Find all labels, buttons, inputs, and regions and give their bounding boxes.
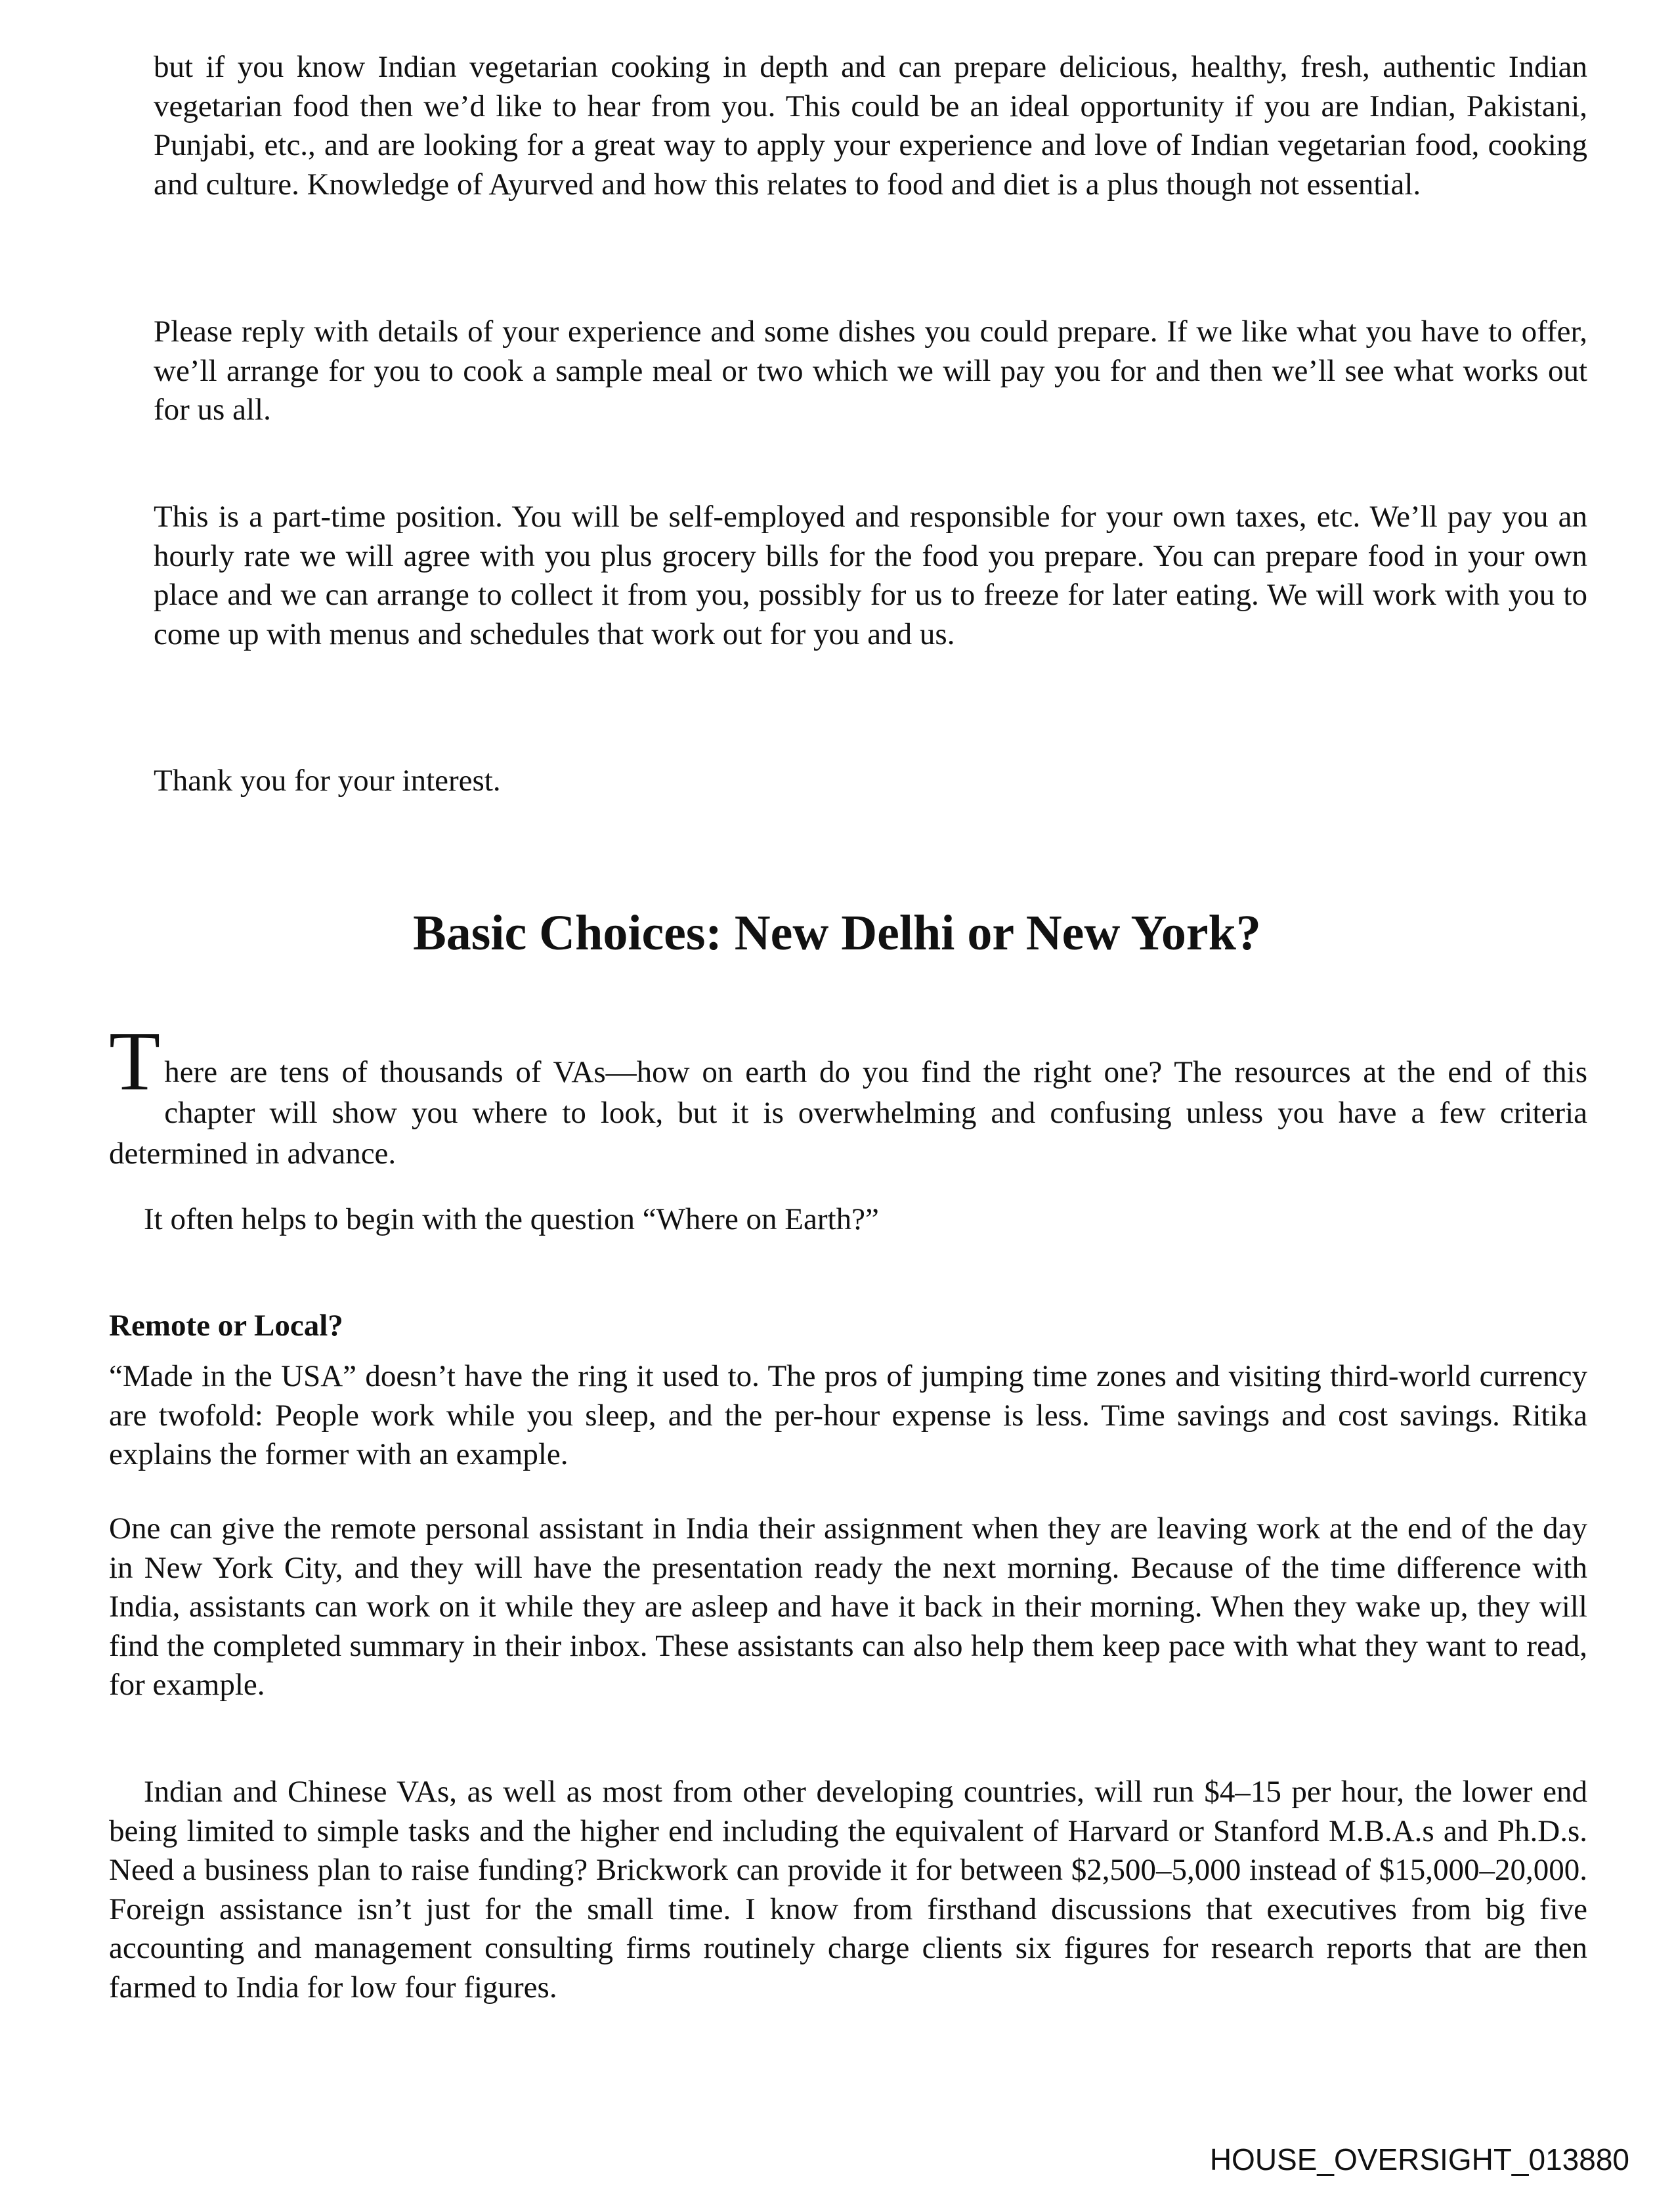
section-heading: Basic Choices: New Delhi or New York? [413,905,1261,961]
paragraph: Indian and Chinese VAs, as well as most from other developing countries, will run $4–15 per hour, the lower end being limited to simple tasks and the higher end including the equivalent of Harvard or Stanford M.B.A.s and Ph.D.s. Need a business plan to raise funding? Brickwork can provide it for between $2,500–5,000 instead of $15,000–20,000. Foreign assistance isn’t just for the small time. I know from firsthand discussions that executives from big five accounting and management consulting firms routinely charge clients six figures for research reports that are then farmed to India for low four figures. [109,1775,1587,2005]
paragraph: “Made in the USA” doesn’t have the ring it used to. The pros of jumping time zones and visiting third-world currency are twofold: People work while you sleep, and the per-hour expense is less. Time savings and cost savings. Ritika explains the former with an example. [109,1359,1587,1471]
paragraph: Please reply with details of your experience and some dishes you could prepare. If we like what you have to offer, we’ll arrange for you to cook a sample meal or two which we will pay you for and then we’ll see what works out for us all. [154,314,1587,427]
intro-text: here are tens of thousands of VAs—how on earth do you find the right one? The resources at the end of this chapter will show you where to look, but it is overwhelming and confusing unless you have a few criteria determined in advance. [109,1055,1587,1171]
subheading: Remote or Local? [109,1309,343,1343]
paragraph: but if you know Indian vegetarian cooking in depth and can prepare delicious, healthy, fresh, authentic Indian vegetarian food then we’d like to hear from you. This could be an ideal opportunity if you are Indian, Pakistani, Punjabi, etc., and are looking for a great way to apply your experience and love of Indian vegetarian food, cooking and culture. Knowledge of Ayurved and how this relates to food and diet is a plus though not essential. [154,50,1587,202]
paragraph: Thank you for your interest. [154,764,501,798]
drop-cap: T [109,1014,161,1108]
paragraph: This is a part-time position. You will be self-employed and responsible for your own taxes, etc. We’ll pay you an hourly rate we will agree with you plus grocery bills for the food you prepare. You can prepare food in your own place and we can arrange to collect it from you, possibly for us to freeze for later eating. We will work with you to come up with menus and schedules that work out for you and us. [154,500,1587,651]
document-id-footer: HOUSE_OVERSIGHT_013880 [1209,2142,1629,2177]
paragraph: It often helps to begin with the question “Where on Earth?” [144,1202,879,1236]
intro-paragraph [109,1014,1587,1174]
quote-paragraph: One can give the remote personal assistant in India their assignment when they are leaving work at the end of the day in New York City, and they will have the presentation ready the next morning. Because of the time difference with India, assistants can work on it while they are asleep and have it back in their morning. When they wake up, they will find the completed summary in their inbox. These assistants can also help them keep pace with what they want to read, for example. [109,1511,1587,1702]
